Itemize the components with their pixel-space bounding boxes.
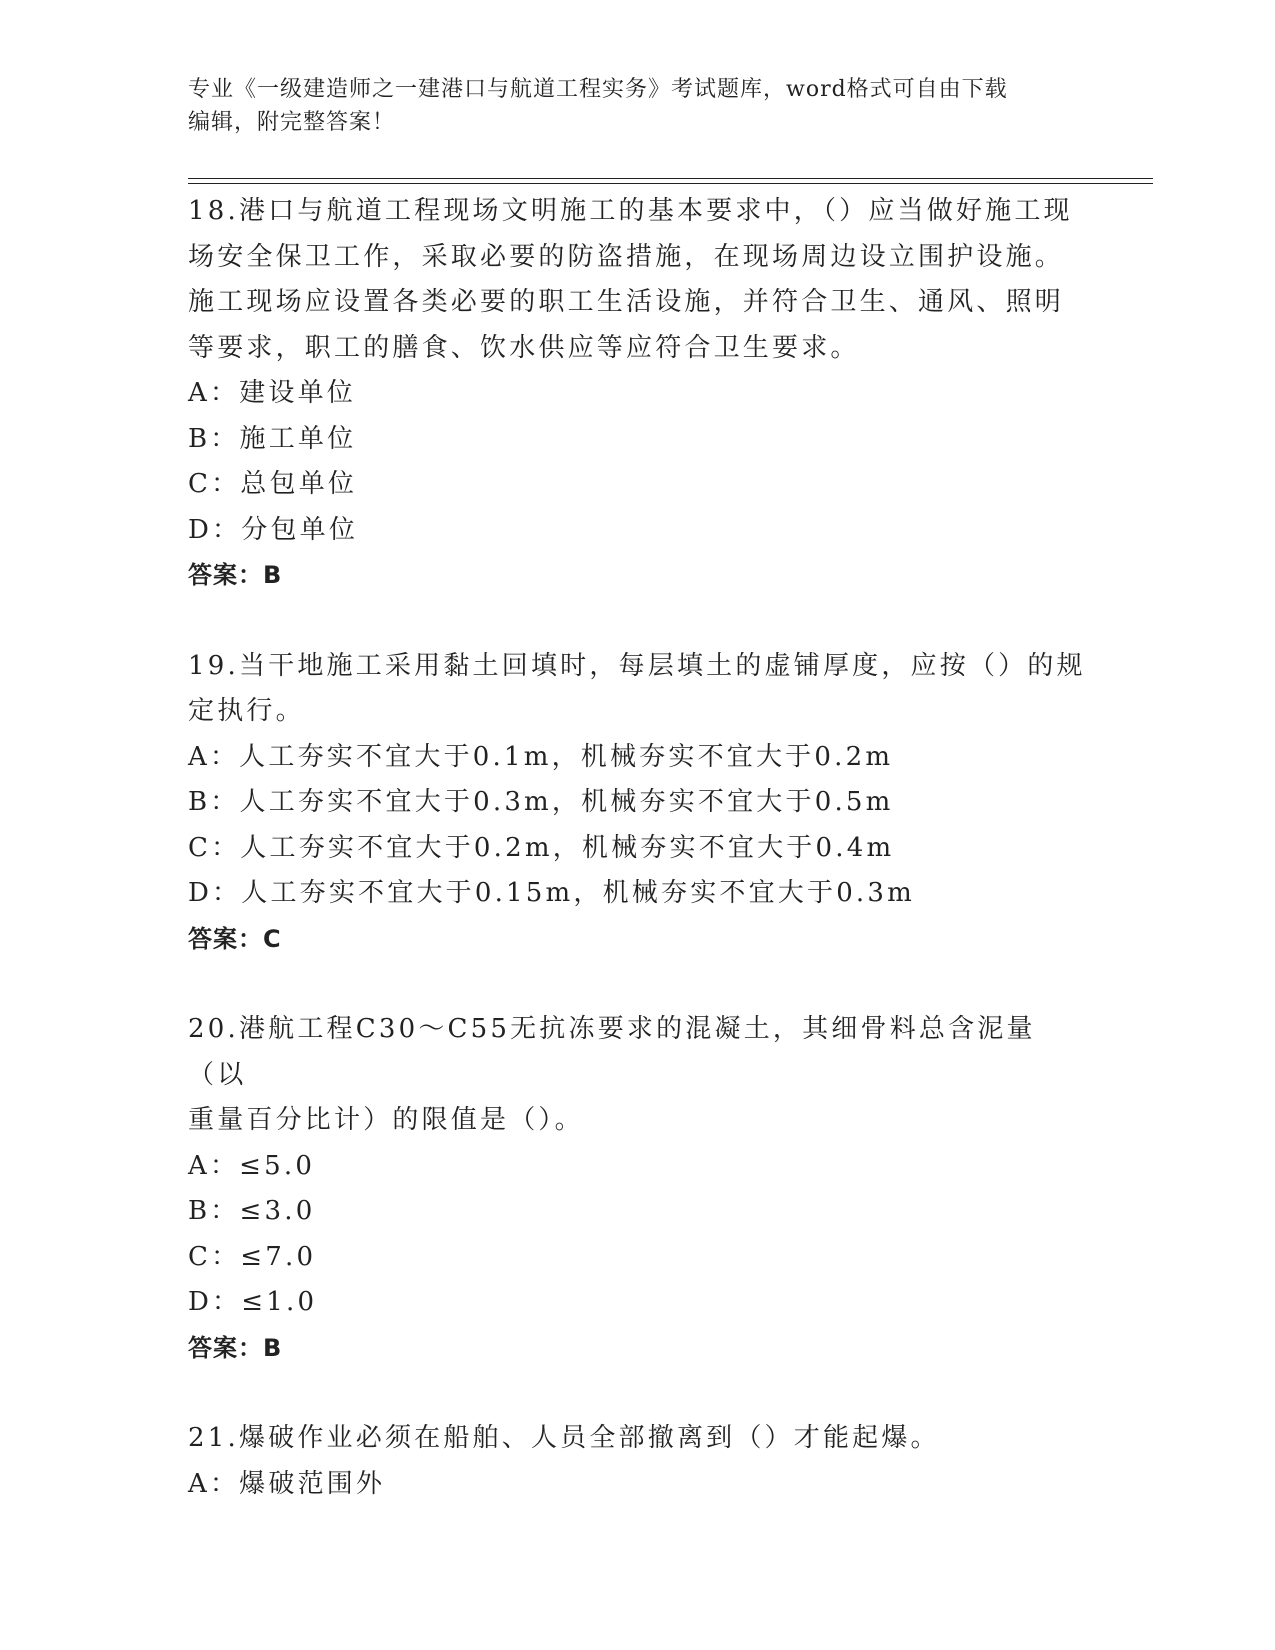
question-stem-line: 施工现场应设置各类必要的职工生活设施，并符合卫生、通风、照明 <box>188 287 1065 317</box>
option-a: A：≤5.0 <box>188 1150 316 1181</box>
option-a: A：爆破范围外 <box>188 1468 386 1499</box>
question-stem-line: 18.港口与航道工程现场文明施工的基本要求中，（）应当做好施工现 <box>188 196 1073 226</box>
question-stem-line: 定执行。 <box>188 696 305 726</box>
option-c: C：总包单位 <box>188 469 358 499</box>
spacer <box>188 599 1088 644</box>
question-stem-line: 重量百分比计）的限值是（）。 <box>188 1105 584 1135</box>
question-stem-line: 场安全保卫工作，采取必要的防盗措施，在现场周边设立围护设施。 <box>188 241 1065 272</box>
option-c: C：人工夯实不宜大于0.2m，机械夯实不宜大于0.4m <box>188 832 895 863</box>
option-b: B：≤3.0 <box>188 1196 316 1226</box>
header-line-2: 编辑，附完整答案！ <box>188 110 396 135</box>
option-b: B：施工单位 <box>188 423 357 454</box>
header-line-1: 专业《一级建造师之一建港口与航道工程实务》考试题库，word格式可自由下载 <box>188 77 1008 102</box>
option-a: A：建设单位 <box>188 378 356 408</box>
question-21 <box>188 1416 1088 1507</box>
spacer <box>188 1371 1088 1416</box>
document-header <box>188 73 1078 139</box>
option-b: B：人工夯实不宜大于0.3m，机械夯实不宜大于0.5m <box>188 787 894 817</box>
question-list <box>188 189 1088 1507</box>
header-divider-bottom <box>188 183 1153 184</box>
option-c: C：≤7.0 <box>188 1241 317 1272</box>
question-stem-line: 20.港航工程C30～C55无抗冻要求的混凝土，其细骨料总含泥量（以 <box>188 1014 1036 1090</box>
option-d: D：分包单位 <box>188 514 359 545</box>
question-18 <box>188 189 1088 599</box>
option-d: D：≤1.0 <box>188 1287 318 1317</box>
option-a: A：人工夯实不宜大于0.1m，机械夯实不宜大于0.2m <box>188 741 894 772</box>
question-stem-line: 19.当干地施工采用黏土回填时，每层填土的虚铺厚度，应按（）的规 <box>188 650 1086 681</box>
header-divider-top <box>188 178 1153 179</box>
question-stem-line: 等要求，职工的膳食、饮水供应等应符合卫生要求。 <box>188 332 860 363</box>
option-d: D：人工夯实不宜大于0.15m，机械夯实不宜大于0.3m <box>188 878 915 908</box>
answer-label: 答案：B <box>188 561 283 589</box>
question-stem-line: 21.爆破作业必须在船舶、人员全部撤离到（）才能起爆。 <box>188 1423 940 1453</box>
spacer <box>188 962 1088 1007</box>
question-19 <box>188 644 1088 963</box>
question-20 <box>188 1007 1088 1371</box>
answer-label: 答案：B <box>188 1333 283 1362</box>
answer-label: 答案：C <box>188 924 282 953</box>
